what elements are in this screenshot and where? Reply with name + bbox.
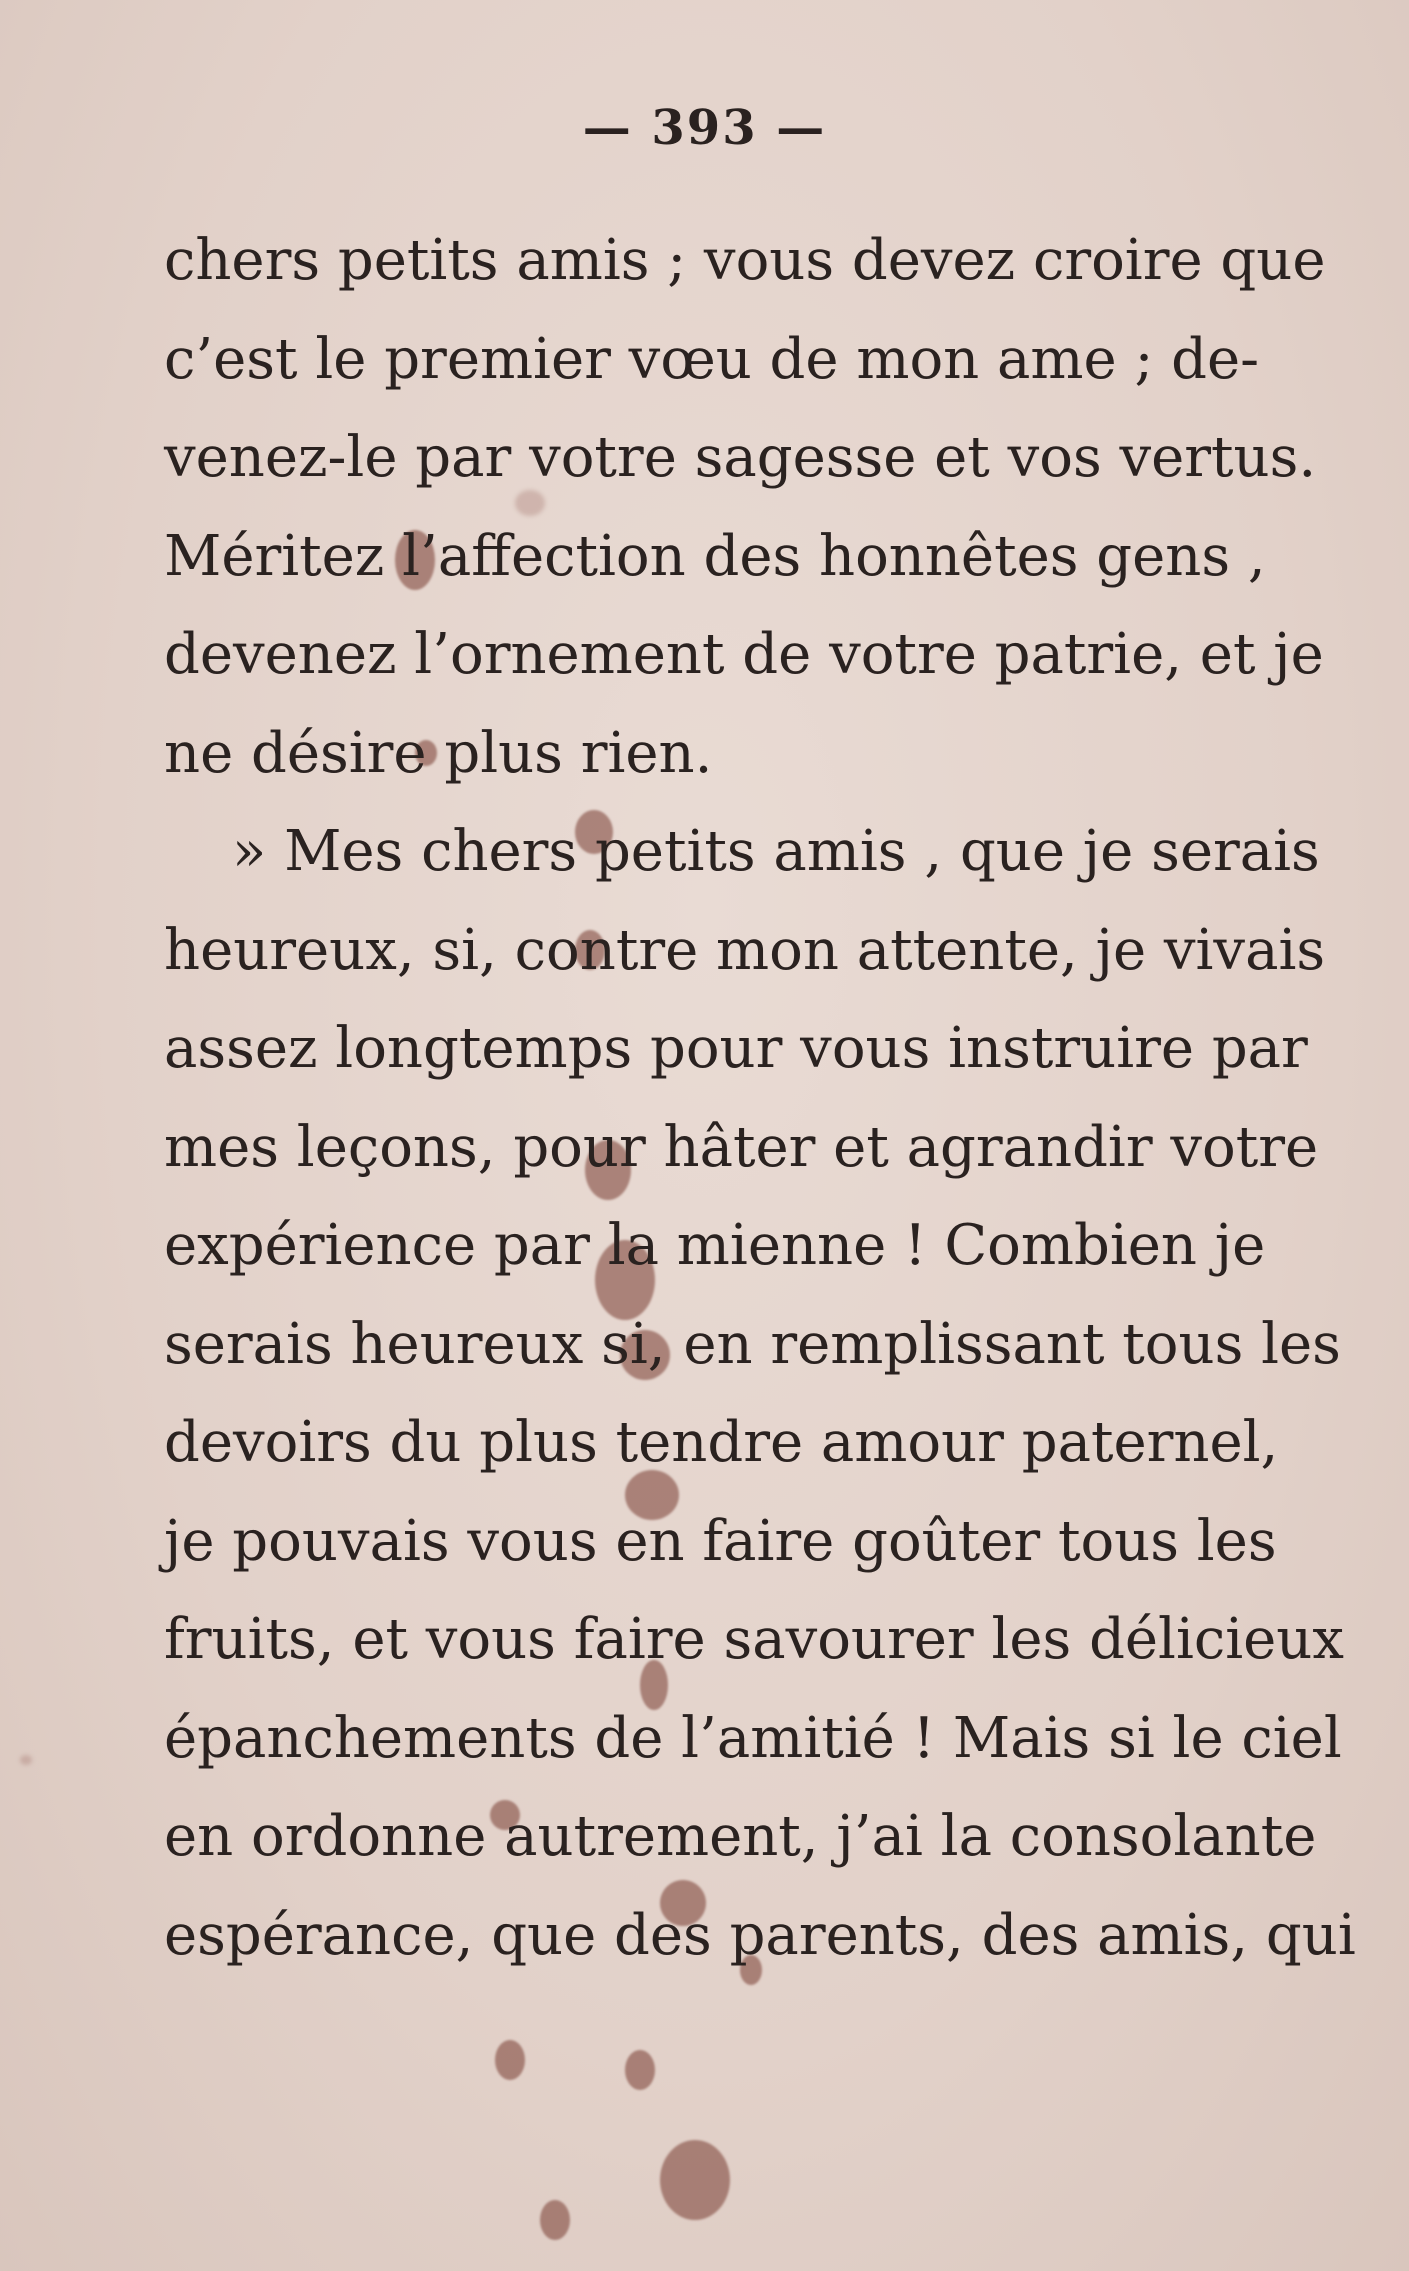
stain xyxy=(540,2200,570,2240)
text-line: devoirs du plus tendre amour paternel, xyxy=(164,1410,1279,1475)
text-line: c’est le premier vœu de mon ame ; de- xyxy=(164,326,1260,392)
text-line: espérance, que des parents, des amis, qui xyxy=(164,1902,1356,1968)
body-text xyxy=(164,212,1356,1985)
text-line: venez-le par votre sagesse et vos vertus. xyxy=(164,425,1317,490)
text-line: je pouvais vous en faire goûter tous les xyxy=(164,1508,1277,1574)
text-line: épanchements de l’amitié ! Mais si le ciel xyxy=(164,1705,1342,1771)
stain xyxy=(20,1755,32,1765)
stain xyxy=(625,2050,655,2090)
stain xyxy=(660,2140,730,2220)
text-line: chers petits amis ; vous devez croire que xyxy=(164,228,1326,293)
text-line: fruits, et vous faire savourer les délicieux xyxy=(164,1607,1344,1672)
text-line: serais heureux si, en remplissant tous les xyxy=(164,1311,1341,1377)
text-line: heureux, si, contre mon attente, je vivais xyxy=(164,917,1326,983)
page-number: — 393 — xyxy=(582,100,827,156)
stain xyxy=(495,2040,525,2080)
text-line: mes leçons, pour hâter et agrandir votre xyxy=(164,1114,1319,1180)
text-line: » Mes chers petits amis , que je serais xyxy=(232,819,1320,884)
text-line: en ordonne autrement, j’ai la consolante xyxy=(164,1804,1317,1869)
text-line: expérience par la mienne ! Combien je xyxy=(164,1213,1266,1278)
text-line: devenez l’ornement de votre patrie, et je xyxy=(164,622,1324,687)
text-line: assez longtemps pour vous instruire par xyxy=(164,1016,1308,1081)
text-line: Méritez l’affection des honnêtes gens , xyxy=(164,523,1266,589)
text-line: ne désire plus rien. xyxy=(164,720,713,786)
